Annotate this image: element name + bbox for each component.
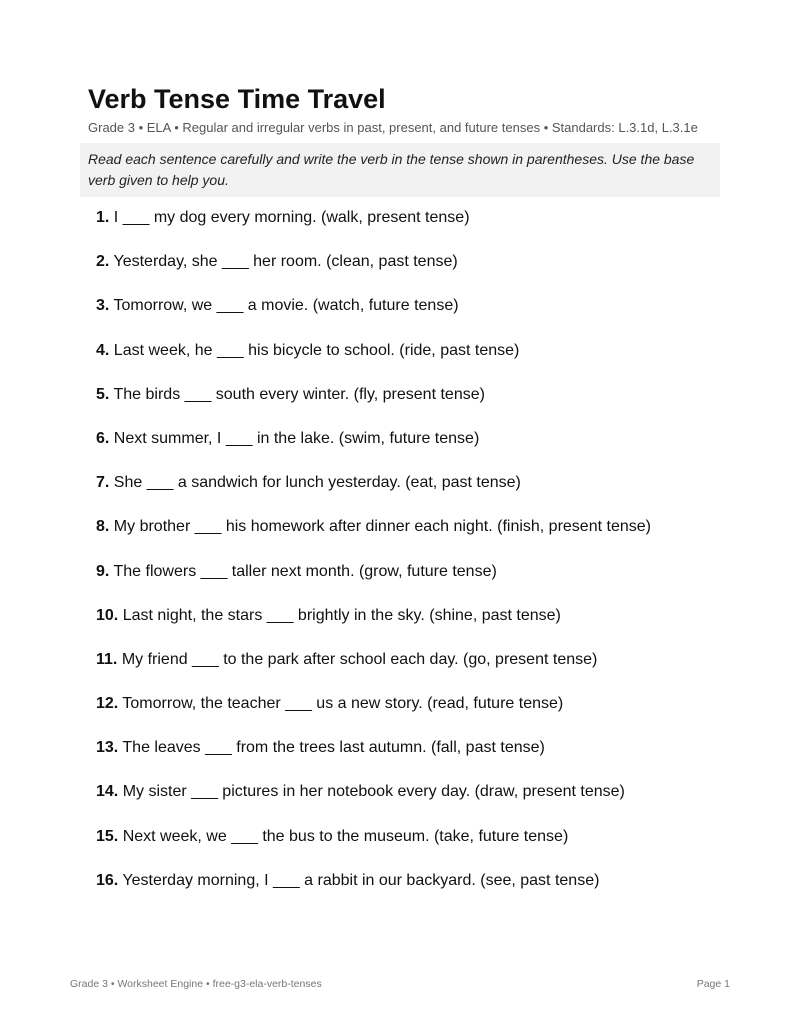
question-number: 4. [96, 341, 110, 359]
question-text: Tomorrow, we ___ a movie. (watch, future tense) [113, 297, 459, 315]
question-item [96, 340, 756, 384]
question-item [96, 693, 756, 737]
question-number: 12. [96, 695, 119, 713]
question-text: Last night, the stars ___ brightly in the sky. (shine, past tense) [122, 606, 561, 624]
question-item [96, 826, 756, 870]
question-number: 14. [96, 783, 119, 801]
question-text: The leaves ___ from the trees last autumn. (fall, past tense) [122, 739, 545, 757]
worksheet-subtitle: Grade 3 • ELA • Regular and irregular verbs in past, present, and future tenses • Standards: L.3.1d, L.3.1e [88, 120, 698, 135]
question-number: 5. [96, 385, 110, 403]
question-text: The flowers ___ taller next month. (grow, future tense) [113, 562, 497, 580]
question-number: 8. [96, 518, 110, 536]
question-text: Next summer, I ___ in the lake. (swim, future tense) [113, 429, 480, 447]
question-item [96, 384, 756, 428]
question-text: The birds ___ south every winter. (fly, present tense) [113, 385, 485, 403]
page-title: Verb Tense Time Travel [88, 84, 386, 114]
question-number: 16. [96, 871, 119, 889]
question-item [96, 870, 756, 914]
question-text: Last week, he ___ his bicycle to school. (ride, past tense) [113, 341, 520, 359]
question-text: My sister ___ pictures in her notebook every day. (draw, present tense) [122, 783, 625, 801]
question-item [96, 561, 756, 605]
question-number: 1. [96, 209, 110, 226]
footer-info: Grade 3 • Worksheet Engine • free-g3-ela-verb-tenses [70, 978, 322, 990]
question-item [96, 649, 756, 693]
question-number: 11. [96, 650, 118, 668]
question-item [96, 207, 756, 251]
question-number: 9. [96, 562, 110, 580]
question-text: My friend ___ to the park after school each day. (go, present tense) [121, 650, 598, 668]
instructions-box: Read each sentence carefully and write the verb in the tense shown in parentheses. Use the base verb given to help you. [80, 143, 720, 197]
question-text: My brother ___ his homework after dinner each night. (finish, present tense) [113, 518, 651, 536]
question-item [96, 737, 756, 781]
question-item [96, 516, 756, 560]
question-text: I ___ my dog every morning. (walk, present tense) [113, 209, 470, 226]
question-text: Next week, we ___ the bus to the museum. (take, future tense) [122, 827, 569, 845]
question-item [96, 472, 756, 516]
question-text: Yesterday morning, I ___ a rabbit in our backyard. (see, past tense) [122, 871, 600, 889]
question-text: She ___ a sandwich for lunch yesterday. (eat, past tense) [113, 474, 521, 492]
question-number: 10. [96, 606, 119, 624]
question-item [96, 295, 756, 339]
question-list [96, 207, 756, 914]
question-number: 2. [96, 253, 110, 271]
question-text: Tomorrow, the teacher ___ us a new story. (read, future tense) [122, 695, 564, 713]
question-number: 13. [96, 739, 119, 757]
page-number: Page 1 [696, 978, 730, 990]
question-item [96, 251, 756, 295]
question-text: Yesterday, she ___ her room. (clean, past tense) [113, 253, 458, 271]
question-number: 6. [96, 429, 110, 447]
question-item [96, 781, 756, 825]
question-number: 3. [96, 297, 110, 315]
question-item [96, 428, 756, 472]
question-number: 15. [96, 827, 119, 845]
question-item [96, 605, 756, 649]
question-number: 7. [96, 474, 110, 492]
